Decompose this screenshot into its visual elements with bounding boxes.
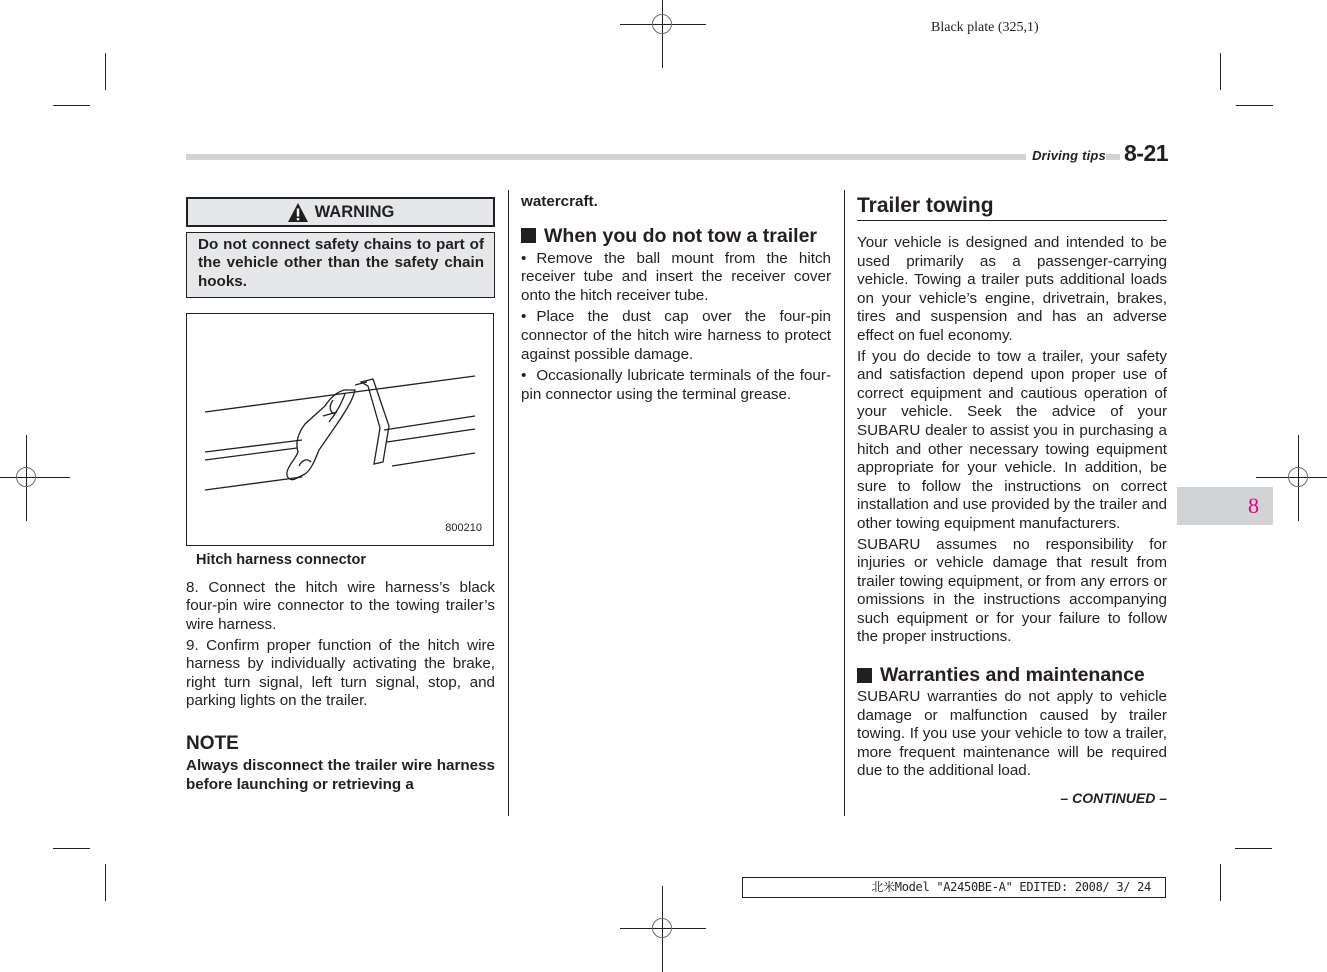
subsection-heading bbox=[857, 663, 1167, 687]
bullet-item: • Place the dust cap over the four-pin connector of the hitch wire harness to protect against possible damage. bbox=[521, 308, 831, 364]
figure-caption: Hitch harness connector bbox=[196, 551, 367, 568]
column-divider bbox=[508, 190, 509, 816]
header-rule bbox=[186, 154, 1166, 160]
paragraph: SUBARU warranties do not apply to vehicle damage or malfunction caused by trailer towing. If you use your vehicle to tow a trailer, more frequent maintenance will be required due to the additional load. bbox=[857, 688, 1167, 780]
chapter-tab bbox=[1177, 487, 1273, 525]
paragraph: Your vehicle is designed and intended to be used primarily as a passenger-carrying vehicle. Towing a trailer puts additional loads on your vehicle’s engine, drivetrain, brakes, tires and suspension and has an adverse effect on fuel economy. bbox=[857, 234, 1167, 344]
plate-label: Black plate (325,1) bbox=[931, 20, 1039, 35]
square-bullet-icon bbox=[857, 668, 872, 683]
hitch-harness-figure bbox=[186, 313, 494, 546]
warning-triangle-icon bbox=[287, 202, 309, 223]
subsection-title: Warranties and maintenance bbox=[880, 664, 1145, 687]
crop-mark bbox=[53, 105, 90, 106]
crop-mark bbox=[53, 848, 90, 849]
edit-info-box: 北米Model "A2450BE-A" EDITED: 2008/ 3/ 24 bbox=[742, 877, 1166, 898]
column-divider bbox=[844, 190, 845, 816]
bullet-item: • Remove the ball mount from the hitch receiver tube and insert the receiver cover onto the hitch receiver tube. bbox=[521, 250, 831, 306]
registration-mark-icon bbox=[0, 435, 70, 521]
note-title: NOTE bbox=[186, 733, 239, 755]
step-8: 8. Connect the hitch wire harness’s black four-pin wire connector to the towing trailer’s wire harness. bbox=[186, 578, 495, 634]
column-2 bbox=[521, 193, 831, 404]
chapter-number: 8 bbox=[1248, 493, 1259, 518]
crop-mark bbox=[1220, 53, 1221, 90]
note-text: Always disconnect the trailer wire harness before launching or retrieving a bbox=[186, 757, 495, 793]
registration-mark-icon bbox=[620, 886, 706, 972]
continued-label: – CONTINUED – bbox=[1060, 790, 1167, 807]
crop-mark bbox=[1220, 864, 1221, 901]
bullet-item: • Occasionally lubricate terminals of the four-pin connector using the terminal grease. bbox=[521, 367, 831, 404]
registration-mark-icon bbox=[620, 0, 706, 68]
crop-mark bbox=[105, 864, 106, 901]
crop-mark bbox=[1236, 105, 1273, 106]
warning-title: WARNING bbox=[314, 202, 395, 221]
hitch-harness-illustration bbox=[187, 314, 493, 545]
note-continuation: watercraft. bbox=[521, 193, 598, 210]
column-3 bbox=[857, 193, 1167, 808]
page-section-title: Trailer towing bbox=[857, 193, 1167, 221]
section-title: When you do not tow a trailer bbox=[544, 224, 817, 247]
paragraph: SUBARU assumes no responsibility for injuries or vehicle damage that result from trailer towing equipment, or from any errors or omissions in the instructions accompanying such equipment or for your failure to follow the proper instructions. bbox=[857, 535, 1167, 646]
paragraph: If you do decide to tow a trailer, your safety and satisfaction depend upon proper use of correct equipment and cautious operation of your vehicle. Seek the advice of your SUBARU dealer to assist you in purchasing a hitch and other necessary towing equipment appropriate for your vehicle. In addition, be sure to follow the instructions on correct installation and use provided by the trailer and other towing equipment manufacturers. bbox=[857, 347, 1167, 532]
column-1 bbox=[186, 197, 495, 794]
section-heading bbox=[521, 224, 831, 248]
steps-list bbox=[186, 579, 495, 711]
crop-mark bbox=[105, 53, 106, 90]
step-9: 9. Confirm proper function of the hitch wire harness by individually activating the brake, right turn signal, left turn signal, stop, and parking lights on the trailer. bbox=[186, 636, 495, 710]
square-bullet-icon bbox=[521, 228, 536, 243]
warning-header bbox=[186, 197, 495, 227]
page-number: 8-21 bbox=[1120, 140, 1168, 167]
figure-id: 800210 bbox=[445, 522, 482, 535]
warning-text: Do not connect safety chains to part of the vehicle other than the safety chain hooks. bbox=[186, 232, 495, 298]
running-header-section: Driving tips bbox=[1026, 148, 1106, 163]
crop-mark bbox=[1235, 848, 1272, 849]
